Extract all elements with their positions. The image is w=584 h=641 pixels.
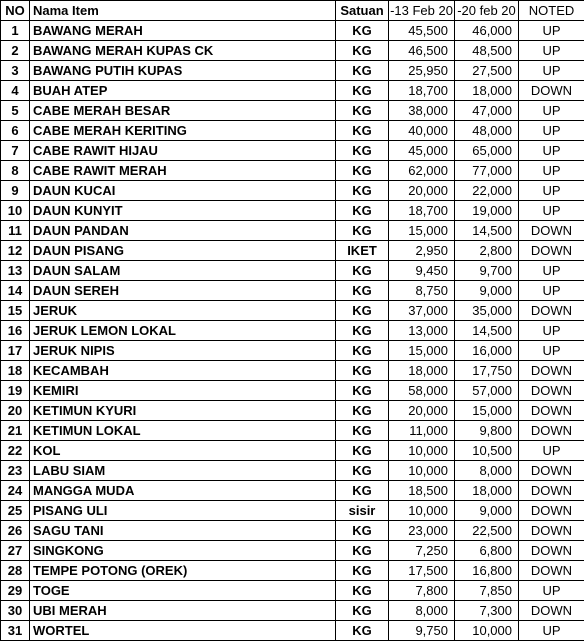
item-unit: KG bbox=[336, 341, 389, 361]
table-row bbox=[1, 421, 584, 441]
row-number: 9 bbox=[1, 181, 30, 201]
price-period-1: 10,000 bbox=[389, 501, 455, 521]
table-row bbox=[1, 41, 584, 61]
table-row bbox=[1, 561, 584, 581]
item-unit: sisir bbox=[336, 501, 389, 521]
item-name: CABE MERAH KERITING bbox=[30, 121, 336, 141]
price-period-1: 10,000 bbox=[389, 441, 455, 461]
item-unit: KG bbox=[336, 401, 389, 421]
table-row bbox=[1, 301, 584, 321]
item-name: DAUN SEREH bbox=[30, 281, 336, 301]
table-row bbox=[1, 101, 584, 121]
price-period-2: 9,000 bbox=[455, 501, 519, 521]
price-period-2: 8,000 bbox=[455, 461, 519, 481]
price-period-1: 9,750 bbox=[389, 621, 455, 641]
price-period-2: 47,000 bbox=[455, 101, 519, 121]
price-period-1: 15,000 bbox=[389, 341, 455, 361]
item-unit: KG bbox=[336, 541, 389, 561]
item-unit: KG bbox=[336, 261, 389, 281]
table-row bbox=[1, 461, 584, 481]
header-no: NO bbox=[1, 1, 30, 21]
row-number: 7 bbox=[1, 141, 30, 161]
item-name: JERUK NIPIS bbox=[30, 341, 336, 361]
price-period-1: 25,950 bbox=[389, 61, 455, 81]
row-number: 4 bbox=[1, 81, 30, 101]
price-period-1: 45,500 bbox=[389, 21, 455, 41]
price-trend: UP bbox=[519, 181, 584, 201]
row-number: 31 bbox=[1, 621, 30, 641]
price-period-2: 46,000 bbox=[455, 21, 519, 41]
table-row bbox=[1, 161, 584, 181]
item-name: UBI MERAH bbox=[30, 601, 336, 621]
price-period-2: 18,000 bbox=[455, 481, 519, 501]
table-row bbox=[1, 61, 584, 81]
row-number: 21 bbox=[1, 421, 30, 441]
price-period-1: 17,500 bbox=[389, 561, 455, 581]
table-row bbox=[1, 441, 584, 461]
price-period-2: 35,000 bbox=[455, 301, 519, 321]
row-number: 27 bbox=[1, 541, 30, 561]
price-period-2: 16,800 bbox=[455, 561, 519, 581]
item-name: PISANG ULI bbox=[30, 501, 336, 521]
row-number: 14 bbox=[1, 281, 30, 301]
item-name: TOGE bbox=[30, 581, 336, 601]
item-unit: KG bbox=[336, 481, 389, 501]
price-period-2: 22,500 bbox=[455, 521, 519, 541]
table-row bbox=[1, 321, 584, 341]
item-name: WORTEL bbox=[30, 621, 336, 641]
item-unit: KG bbox=[336, 141, 389, 161]
item-unit: KG bbox=[336, 361, 389, 381]
table-row bbox=[1, 501, 584, 521]
price-period-1: 7,800 bbox=[389, 581, 455, 601]
price-trend: UP bbox=[519, 261, 584, 281]
price-trend: DOWN bbox=[519, 461, 584, 481]
price-period-2: 65,000 bbox=[455, 141, 519, 161]
price-period-2: 15,000 bbox=[455, 401, 519, 421]
item-name: CABE MERAH BESAR bbox=[30, 101, 336, 121]
price-trend: DOWN bbox=[519, 381, 584, 401]
item-unit: KG bbox=[336, 521, 389, 541]
price-period-1: 18,700 bbox=[389, 81, 455, 101]
row-number: 24 bbox=[1, 481, 30, 501]
price-period-2: 16,000 bbox=[455, 341, 519, 361]
price-trend: DOWN bbox=[519, 361, 584, 381]
item-unit: KG bbox=[336, 221, 389, 241]
price-period-2: 9,800 bbox=[455, 421, 519, 441]
item-unit: KG bbox=[336, 301, 389, 321]
item-unit: KG bbox=[336, 601, 389, 621]
header-price-period-1: -13 Feb 20 bbox=[389, 1, 455, 21]
row-number: 15 bbox=[1, 301, 30, 321]
table-row bbox=[1, 221, 584, 241]
price-period-2: 10,500 bbox=[455, 441, 519, 461]
item-unit: IKET bbox=[336, 241, 389, 261]
price-period-2: 7,300 bbox=[455, 601, 519, 621]
row-number: 17 bbox=[1, 341, 30, 361]
price-trend: DOWN bbox=[519, 221, 584, 241]
price-period-2: 18,000 bbox=[455, 81, 519, 101]
item-unit: KG bbox=[336, 281, 389, 301]
price-period-2: 10,000 bbox=[455, 621, 519, 641]
table-row bbox=[1, 201, 584, 221]
price-period-2: 9,700 bbox=[455, 261, 519, 281]
row-number: 20 bbox=[1, 401, 30, 421]
table-row bbox=[1, 381, 584, 401]
table-row bbox=[1, 121, 584, 141]
price-period-2: 77,000 bbox=[455, 161, 519, 181]
item-unit: KG bbox=[336, 161, 389, 181]
price-period-1: 18,000 bbox=[389, 361, 455, 381]
item-name: DAUN SALAM bbox=[30, 261, 336, 281]
header-unit: Satuan bbox=[336, 1, 389, 21]
price-period-1: 8,000 bbox=[389, 601, 455, 621]
item-name: DAUN KUCAI bbox=[30, 181, 336, 201]
price-trend: DOWN bbox=[519, 521, 584, 541]
table-row bbox=[1, 581, 584, 601]
price-period-1: 46,500 bbox=[389, 41, 455, 61]
table-row bbox=[1, 281, 584, 301]
price-period-2: 2,800 bbox=[455, 241, 519, 261]
price-trend: DOWN bbox=[519, 481, 584, 501]
price-trend: DOWN bbox=[519, 501, 584, 521]
item-name: KETIMUN KYURI bbox=[30, 401, 336, 421]
item-unit: KG bbox=[336, 101, 389, 121]
price-trend: DOWN bbox=[519, 401, 584, 421]
price-period-1: 23,000 bbox=[389, 521, 455, 541]
price-period-2: 9,000 bbox=[455, 281, 519, 301]
price-trend: DOWN bbox=[519, 301, 584, 321]
price-period-1: 20,000 bbox=[389, 181, 455, 201]
table-row bbox=[1, 521, 584, 541]
price-period-2: 6,800 bbox=[455, 541, 519, 561]
price-trend: UP bbox=[519, 621, 584, 641]
row-number: 25 bbox=[1, 501, 30, 521]
price-period-2: 48,000 bbox=[455, 121, 519, 141]
row-number: 1 bbox=[1, 21, 30, 41]
item-name: CABE RAWIT MERAH bbox=[30, 161, 336, 181]
table-row bbox=[1, 81, 584, 101]
item-unit: KG bbox=[336, 441, 389, 461]
table-row bbox=[1, 401, 584, 421]
table-row bbox=[1, 261, 584, 281]
table-body bbox=[1, 21, 584, 641]
price-period-1: 38,000 bbox=[389, 101, 455, 121]
price-trend: DOWN bbox=[519, 561, 584, 581]
item-name: SINGKONG bbox=[30, 541, 336, 561]
price-period-2: 17,750 bbox=[455, 361, 519, 381]
row-number: 16 bbox=[1, 321, 30, 341]
price-trend: UP bbox=[519, 21, 584, 41]
price-period-2: 14,500 bbox=[455, 221, 519, 241]
price-period-1: 37,000 bbox=[389, 301, 455, 321]
item-name: JERUK LEMON LOKAL bbox=[30, 321, 336, 341]
price-period-2: 27,500 bbox=[455, 61, 519, 81]
row-number: 13 bbox=[1, 261, 30, 281]
item-unit: KG bbox=[336, 121, 389, 141]
item-name: BAWANG MERAH bbox=[30, 21, 336, 41]
item-unit: KG bbox=[336, 61, 389, 81]
price-trend: UP bbox=[519, 61, 584, 81]
row-number: 3 bbox=[1, 61, 30, 81]
table-row bbox=[1, 21, 584, 41]
table-row bbox=[1, 601, 584, 621]
row-number: 28 bbox=[1, 561, 30, 581]
price-period-1: 11,000 bbox=[389, 421, 455, 441]
price-trend: DOWN bbox=[519, 601, 584, 621]
item-name: DAUN PISANG bbox=[30, 241, 336, 261]
price-trend: UP bbox=[519, 201, 584, 221]
price-period-2: 22,000 bbox=[455, 181, 519, 201]
table-row bbox=[1, 181, 584, 201]
row-number: 30 bbox=[1, 601, 30, 621]
item-name: BUAH ATEP bbox=[30, 81, 336, 101]
item-name: KOL bbox=[30, 441, 336, 461]
row-number: 18 bbox=[1, 361, 30, 381]
price-period-1: 2,950 bbox=[389, 241, 455, 261]
table-row bbox=[1, 341, 584, 361]
item-name: KEMIRI bbox=[30, 381, 336, 401]
header-item-name: Nama Item bbox=[30, 1, 336, 21]
price-trend: UP bbox=[519, 141, 584, 161]
price-trend: UP bbox=[519, 41, 584, 61]
item-name: JERUK bbox=[30, 301, 336, 321]
item-unit: KG bbox=[336, 461, 389, 481]
price-period-1: 18,700 bbox=[389, 201, 455, 221]
price-period-2: 7,850 bbox=[455, 581, 519, 601]
row-number: 2 bbox=[1, 41, 30, 61]
item-name: SAGU TANI bbox=[30, 521, 336, 541]
price-trend: UP bbox=[519, 161, 584, 181]
price-trend: DOWN bbox=[519, 241, 584, 261]
price-trend: UP bbox=[519, 581, 584, 601]
price-trend: UP bbox=[519, 121, 584, 141]
price-trend: UP bbox=[519, 441, 584, 461]
table-row bbox=[1, 141, 584, 161]
table-header-row bbox=[1, 1, 584, 21]
item-name: DAUN PANDAN bbox=[30, 221, 336, 241]
price-period-2: 19,000 bbox=[455, 201, 519, 221]
price-period-1: 18,500 bbox=[389, 481, 455, 501]
item-unit: KG bbox=[336, 381, 389, 401]
header-noted: NOTED bbox=[519, 1, 584, 21]
price-trend: UP bbox=[519, 341, 584, 361]
price-period-2: 14,500 bbox=[455, 321, 519, 341]
price-period-1: 62,000 bbox=[389, 161, 455, 181]
item-name: TEMPE POTONG (OREK) bbox=[30, 561, 336, 581]
row-number: 29 bbox=[1, 581, 30, 601]
price-period-1: 10,000 bbox=[389, 461, 455, 481]
price-period-1: 9,450 bbox=[389, 261, 455, 281]
item-unit: KG bbox=[336, 81, 389, 101]
price-period-1: 13,000 bbox=[389, 321, 455, 341]
price-period-1: 45,000 bbox=[389, 141, 455, 161]
price-period-1: 7,250 bbox=[389, 541, 455, 561]
row-number: 26 bbox=[1, 521, 30, 541]
price-trend: DOWN bbox=[519, 541, 584, 561]
price-trend: DOWN bbox=[519, 421, 584, 441]
price-period-1: 20,000 bbox=[389, 401, 455, 421]
price-period-1: 15,000 bbox=[389, 221, 455, 241]
row-number: 12 bbox=[1, 241, 30, 261]
price-trend: UP bbox=[519, 281, 584, 301]
row-number: 8 bbox=[1, 161, 30, 181]
item-unit: KG bbox=[336, 181, 389, 201]
item-unit: KG bbox=[336, 321, 389, 341]
item-unit: KG bbox=[336, 21, 389, 41]
price-period-1: 40,000 bbox=[389, 121, 455, 141]
row-number: 5 bbox=[1, 101, 30, 121]
table-row bbox=[1, 241, 584, 261]
price-trend: UP bbox=[519, 101, 584, 121]
row-number: 19 bbox=[1, 381, 30, 401]
price-period-1: 8,750 bbox=[389, 281, 455, 301]
item-name: KECAMBAH bbox=[30, 361, 336, 381]
item-unit: KG bbox=[336, 561, 389, 581]
item-unit: KG bbox=[336, 581, 389, 601]
table-row bbox=[1, 481, 584, 501]
table-row bbox=[1, 361, 584, 381]
item-name: DAUN KUNYIT bbox=[30, 201, 336, 221]
header-price-period-2: -20 feb 20 bbox=[455, 1, 519, 21]
item-unit: KG bbox=[336, 621, 389, 641]
row-number: 11 bbox=[1, 221, 30, 241]
row-number: 6 bbox=[1, 121, 30, 141]
item-name: CABE RAWIT HIJAU bbox=[30, 141, 336, 161]
price-trend: UP bbox=[519, 321, 584, 341]
item-name: KETIMUN LOKAL bbox=[30, 421, 336, 441]
price-period-2: 48,500 bbox=[455, 41, 519, 61]
table-row bbox=[1, 621, 584, 641]
price-period-1: 58,000 bbox=[389, 381, 455, 401]
item-name: BAWANG MERAH KUPAS CK bbox=[30, 41, 336, 61]
price-period-2: 57,000 bbox=[455, 381, 519, 401]
row-number: 22 bbox=[1, 441, 30, 461]
item-unit: KG bbox=[336, 41, 389, 61]
row-number: 23 bbox=[1, 461, 30, 481]
price-trend: DOWN bbox=[519, 81, 584, 101]
row-number: 10 bbox=[1, 201, 30, 221]
table-row bbox=[1, 541, 584, 561]
item-name: BAWANG PUTIH KUPAS bbox=[30, 61, 336, 81]
item-unit: KG bbox=[336, 201, 389, 221]
item-name: LABU SIAM bbox=[30, 461, 336, 481]
item-name: MANGGA MUDA bbox=[30, 481, 336, 501]
item-unit: KG bbox=[336, 421, 389, 441]
